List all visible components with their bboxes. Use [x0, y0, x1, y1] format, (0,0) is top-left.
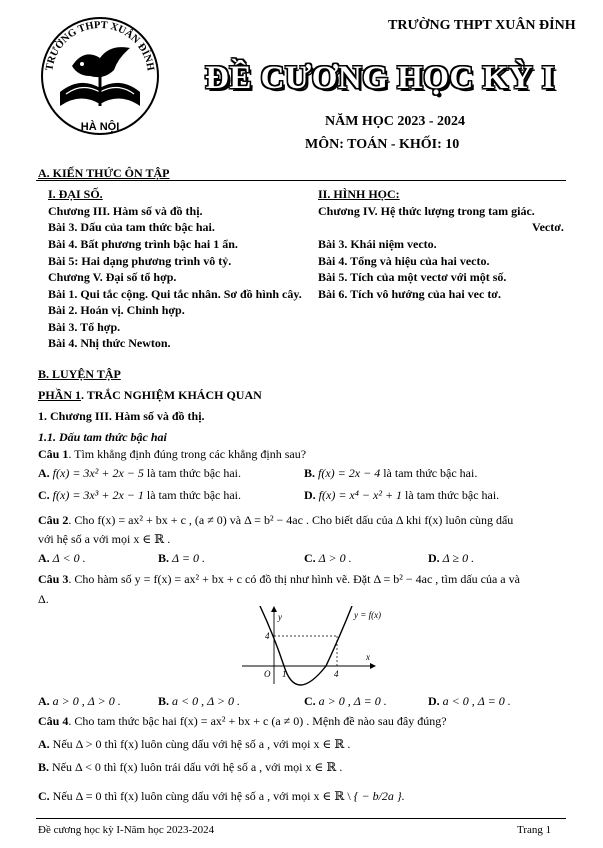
- geometry-item: Bài 3. Khái niệm vecto.: [318, 237, 437, 251]
- school-name: TRƯỜNG THPT XUÂN ĐỈNH: [388, 18, 576, 33]
- question-label: Câu 2: [38, 513, 69, 527]
- option-b[interactable]: [304, 466, 477, 481]
- algebra-item: Bài 4. Bất phương trình bậc hai 1 ẩn.: [48, 237, 238, 251]
- option-letter: A.: [38, 694, 50, 708]
- algebra-item: Bài 4. Nhị thức Newton.: [48, 336, 171, 350]
- question-3-cont: Δ.: [38, 592, 49, 606]
- question-3: [38, 572, 520, 587]
- option-math: a < 0 , Δ > 0 .: [172, 694, 241, 708]
- algebra-item: Bài 2. Hoán vị. Chỉnh hợp.: [48, 303, 185, 317]
- question-stem: . Cho hàm số y = f(x) = ax² + bx + c có đồ thị như hình vẽ. Đặt Δ = b² − 4ac , tìm dấu của a và: [68, 572, 520, 586]
- school-logo: [38, 14, 162, 138]
- page-title: ĐỀ CƯƠNG HỌC KỲ I: [205, 60, 556, 96]
- option-math: a > 0 , Δ = 0 .: [318, 694, 387, 708]
- option-text: là tam thức bậc hai.: [146, 466, 242, 480]
- question-stem: . Cho f(x) = ax² + bx + c , (a ≠ 0) và Δ = b² − 4ac . Cho biết dấu của Δ khi f(x) luôn cùng dấu: [68, 513, 514, 527]
- part1-rest: . TRẮC NGHIỆM KHÁCH QUAN: [81, 388, 262, 402]
- question-stem: . Tìm khẳng định đúng trong các khẳng định sau?: [68, 447, 307, 461]
- option-math: Δ = 0 .: [172, 551, 205, 565]
- option-text: Nếu Δ > 0 thì f(x) luôn cùng dấu với hệ số a , với mọi x ∈ ℝ .: [52, 737, 351, 751]
- section-b-heading: B. LUYỆN TẬP: [38, 367, 121, 381]
- option-a[interactable]: [38, 694, 121, 709]
- algebra-item: Bài 1. Qui tắc cộng. Qui tắc nhân. Sơ đồ hình cây.: [48, 287, 302, 301]
- tick-y4: 4: [265, 631, 270, 641]
- option-letter: C.: [38, 789, 50, 803]
- option-d[interactable]: [304, 488, 499, 503]
- option-math: f(x) = x⁴ − x² + 1: [318, 488, 403, 502]
- option-c[interactable]: [38, 789, 405, 804]
- option-letter: C.: [304, 551, 316, 565]
- algebra-item: Chương V. Đại số tổ hợp.: [48, 270, 177, 284]
- geometry-chapter: Chương IV. Hệ thức lượng trong tam giác.: [318, 204, 535, 218]
- subject-line: MÔN: TOÁN - KHỐI: 10: [305, 137, 460, 152]
- x-label: x: [366, 652, 370, 662]
- option-math: a < 0 , Δ = 0 .: [442, 694, 511, 708]
- option-math: Δ > 0 .: [318, 551, 352, 565]
- option-math: { − b/2a }.: [353, 789, 405, 803]
- geometry-chapter-cont: Vectơ.: [532, 220, 564, 234]
- option-b[interactable]: [158, 694, 240, 709]
- algebra-item: Bài 5: Hai dạng phương trình vô tỷ.: [48, 254, 232, 268]
- origin-label: O: [264, 669, 271, 679]
- option-letter: B.: [38, 760, 50, 774]
- x-axis-arrow: [370, 663, 376, 669]
- option-math: f(x) = 2x − 4: [318, 466, 381, 480]
- geometry-item: Bài 6. Tích vô hướng của hai vec tơ.: [318, 287, 501, 301]
- option-d[interactable]: [428, 694, 511, 709]
- option-a[interactable]: [38, 466, 241, 481]
- option-text: là tam thức bậc hai.: [383, 466, 478, 480]
- option-text: là tam thức bậc hai.: [146, 488, 242, 502]
- option-letter: A.: [38, 737, 50, 751]
- part1-label: PHẦN 1: [38, 388, 81, 402]
- option-letter: A.: [38, 551, 50, 565]
- question-stem: . Cho tam thức bậc hai f(x) = ax² + bx + c (a ≠ 0) . Mệnh đề nào sau đây đúng?: [68, 714, 447, 728]
- geometry-heading: II. HÌNH HỌC:: [318, 187, 400, 201]
- question-label: Câu 3: [38, 572, 69, 586]
- y-axis-arrow: [271, 606, 277, 612]
- option-math: Δ < 0 .: [52, 551, 86, 565]
- tick-x4: 4: [334, 669, 339, 679]
- algebra-item: Chương III. Hàm số và đồ thị.: [48, 204, 203, 218]
- option-b[interactable]: [38, 760, 342, 775]
- option-c[interactable]: [38, 488, 241, 503]
- option-letter: B.: [158, 551, 170, 565]
- question-4: [38, 714, 447, 729]
- option-a[interactable]: [38, 737, 350, 752]
- section-a-heading-text: A. KIẾN THỨC ÔN TẬP: [38, 166, 170, 180]
- option-c[interactable]: [304, 694, 387, 709]
- option-math: a > 0 , Δ > 0 .: [52, 694, 121, 708]
- question-2-cont: với hệ số a với mọi x ∈ ℝ .: [38, 532, 171, 546]
- footer-divider: [36, 818, 566, 819]
- page-number: Trang 1: [517, 824, 552, 836]
- chapter-heading: 1. Chương III. Hàm số và đồ thị.: [38, 409, 205, 423]
- option-letter: D.: [428, 551, 440, 565]
- option-math: Δ ≥ 0 .: [442, 551, 475, 565]
- option-letter: D.: [428, 694, 440, 708]
- logo-bottom-text: HÀ NỘI: [80, 121, 120, 133]
- geometry-item: Bài 4. Tổng và hiệu của hai vecto.: [318, 254, 490, 268]
- option-letter: C.: [38, 488, 50, 502]
- option-letter: B.: [158, 694, 170, 708]
- y-label: y: [278, 612, 282, 622]
- algebra-item: Bài 3. Tổ hợp.: [48, 320, 121, 334]
- geometry-item: Bài 5. Tích của một vectơ với một số.: [318, 270, 507, 284]
- subsection-heading: 1.1. Dấu tam thức bậc hai: [38, 430, 167, 444]
- logo-top-text: TRƯỜNG THPT XUÂN ĐỈNH: [44, 19, 156, 72]
- option-a[interactable]: [38, 551, 86, 566]
- option-math: f(x) = 3x² + 2x − 5: [52, 466, 144, 480]
- question-label: Câu 4: [38, 714, 69, 728]
- option-b[interactable]: [158, 551, 205, 566]
- option-letter: D.: [304, 488, 316, 502]
- option-text: là tam thức bậc hai.: [405, 488, 500, 502]
- option-c[interactable]: [304, 551, 352, 566]
- footer-left: Đề cương học kỳ I-Năm học 2023-2024: [38, 824, 215, 836]
- parabola-graph: [240, 606, 390, 686]
- algebra-item: Bài 3. Dấu của tam thức bậc hai.: [48, 220, 215, 234]
- question-2: [38, 513, 513, 528]
- part1-heading: [38, 388, 262, 403]
- option-text: Nếu Δ < 0 thì f(x) luôn trái dấu với hệ số a , với mọi x ∈ ℝ .: [52, 760, 343, 774]
- option-letter: B.: [304, 466, 316, 480]
- tick-x1: 1: [282, 669, 287, 679]
- algebra-heading: I. ĐẠI SỐ.: [48, 187, 103, 201]
- section-a-heading: [38, 166, 169, 181]
- option-d[interactable]: [428, 551, 474, 566]
- question-1: [38, 447, 306, 462]
- option-text: Nếu Δ = 0 thì f(x) luôn cùng dấu với hệ số a , với mọi x ∈ ℝ \: [52, 789, 351, 803]
- option-letter: C.: [304, 694, 316, 708]
- option-letter: A.: [38, 466, 50, 480]
- question-label: Câu 1: [38, 447, 69, 461]
- curve-label: y = f(x): [354, 610, 382, 620]
- option-math: f(x) = 3x³ + 2x − 1: [52, 488, 144, 502]
- school-year: NĂM HỌC 2023 - 2024: [325, 114, 465, 129]
- divider: [36, 180, 566, 181]
